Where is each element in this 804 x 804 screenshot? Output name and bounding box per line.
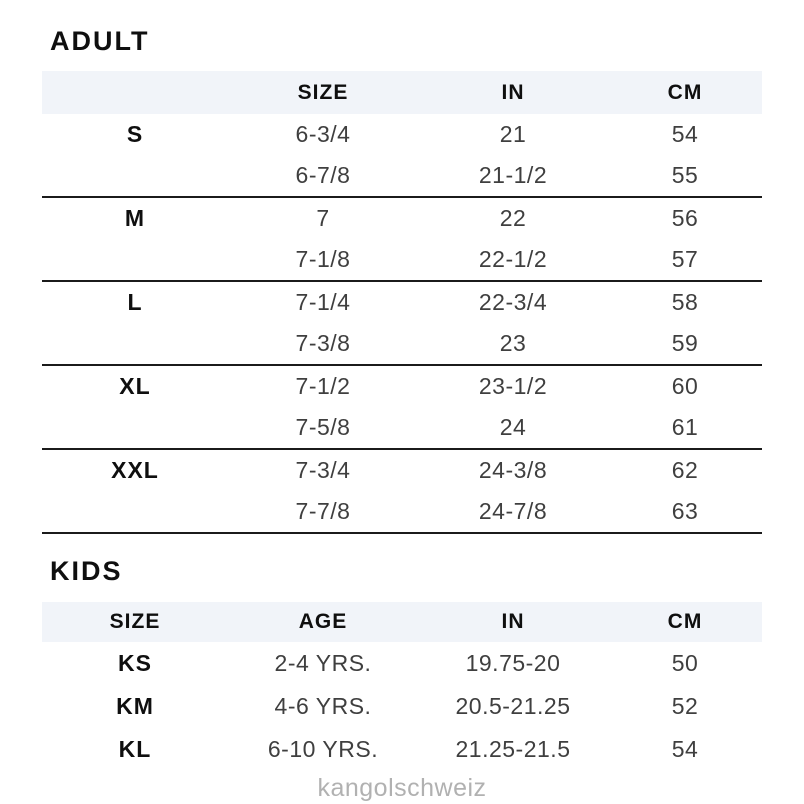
cell-cm: 52: [671, 693, 699, 719]
cell-cm: 54: [671, 121, 699, 147]
cell-in: 20.5-21.25: [455, 693, 571, 719]
adult-size-group-xl: [42, 366, 762, 450]
adult-size-group-s: [42, 114, 762, 198]
cell-cm: 55: [671, 162, 699, 188]
cell-in: 21: [499, 121, 527, 147]
kids-size-table: [42, 602, 762, 771]
cell-cm: 60: [671, 373, 699, 399]
cell-size: 7-7/8: [295, 498, 351, 524]
cell-in: 24-3/8: [478, 457, 548, 483]
size-label: L: [127, 289, 143, 315]
table-row: [42, 450, 762, 491]
size-label: KL: [118, 736, 152, 762]
cell-in: 22: [499, 205, 527, 231]
adult-table-header: [42, 71, 762, 114]
cell-in: 21-1/2: [478, 162, 548, 188]
cell-size: 6-3/4: [295, 121, 351, 147]
cell-size: 7-1/2: [295, 373, 351, 399]
cell-size: 6-7/8: [295, 162, 351, 188]
cell-age: 2-4 YRS.: [274, 650, 372, 676]
kids-table-header: [42, 602, 762, 642]
kids-col-cm: CM: [667, 610, 703, 633]
adult-size-group-l: [42, 282, 762, 366]
kids-col-age: AGE: [298, 610, 348, 633]
table-row: [42, 366, 762, 407]
table-row: [42, 642, 762, 685]
size-label: XXL: [111, 457, 159, 483]
table-row: [42, 407, 762, 448]
cell-cm: 59: [671, 330, 699, 356]
table-row: [42, 491, 762, 532]
size-label: M: [124, 205, 146, 231]
adult-col-in: IN: [501, 80, 525, 104]
cell-in: 24-7/8: [478, 498, 548, 524]
cell-in: 21.25-21.5: [455, 736, 571, 762]
cell-cm: 62: [671, 457, 699, 483]
cell-in: 22-3/4: [478, 289, 548, 315]
table-row: [42, 198, 762, 239]
cell-size: 7-1/4: [295, 289, 351, 315]
adult-col-cm: CM: [667, 80, 703, 104]
cell-cm: 63: [671, 498, 699, 524]
cell-in: 23-1/2: [478, 373, 548, 399]
cell-cm: 56: [671, 205, 699, 231]
adult-col-size: SIZE: [297, 80, 349, 104]
cell-cm: 57: [671, 246, 699, 272]
table-row: [42, 282, 762, 323]
cell-in: 23: [499, 330, 527, 356]
size-label: KM: [116, 693, 154, 719]
watermark: kangolschweiz: [317, 774, 487, 802]
adult-size-group-m: [42, 198, 762, 282]
cell-size: 7-3/4: [295, 457, 351, 483]
table-row: [42, 239, 762, 280]
size-label: KS: [118, 650, 152, 676]
table-row: [42, 728, 762, 771]
cell-in: 24: [499, 414, 527, 440]
cell-in: 19.75-20: [465, 650, 561, 676]
cell-age: 6-10 YRS.: [267, 736, 379, 762]
cell-size: 7: [316, 205, 330, 231]
table-row: [42, 323, 762, 364]
size-label: S: [126, 121, 144, 147]
cell-cm: 61: [671, 414, 699, 440]
kids-section-title: KIDS: [50, 556, 123, 586]
adult-section-title: ADULT: [50, 26, 150, 56]
size-label: XL: [119, 373, 151, 399]
cell-in: 22-1/2: [478, 246, 548, 272]
cell-age: 4-6 YRS.: [274, 693, 372, 719]
cell-size: 7-5/8: [295, 414, 351, 440]
cell-cm: 54: [671, 736, 699, 762]
kids-col-in: IN: [501, 610, 525, 633]
adult-size-table: [42, 71, 762, 534]
cell-cm: 58: [671, 289, 699, 315]
cell-size: 7-1/8: [295, 246, 351, 272]
kids-col-size: SIZE: [109, 610, 161, 633]
adult-size-group-xxl: [42, 450, 762, 534]
cell-size: 7-3/8: [295, 330, 351, 356]
table-row: [42, 155, 762, 196]
table-row: [42, 114, 762, 155]
cell-cm: 50: [671, 650, 699, 676]
table-row: [42, 685, 762, 728]
